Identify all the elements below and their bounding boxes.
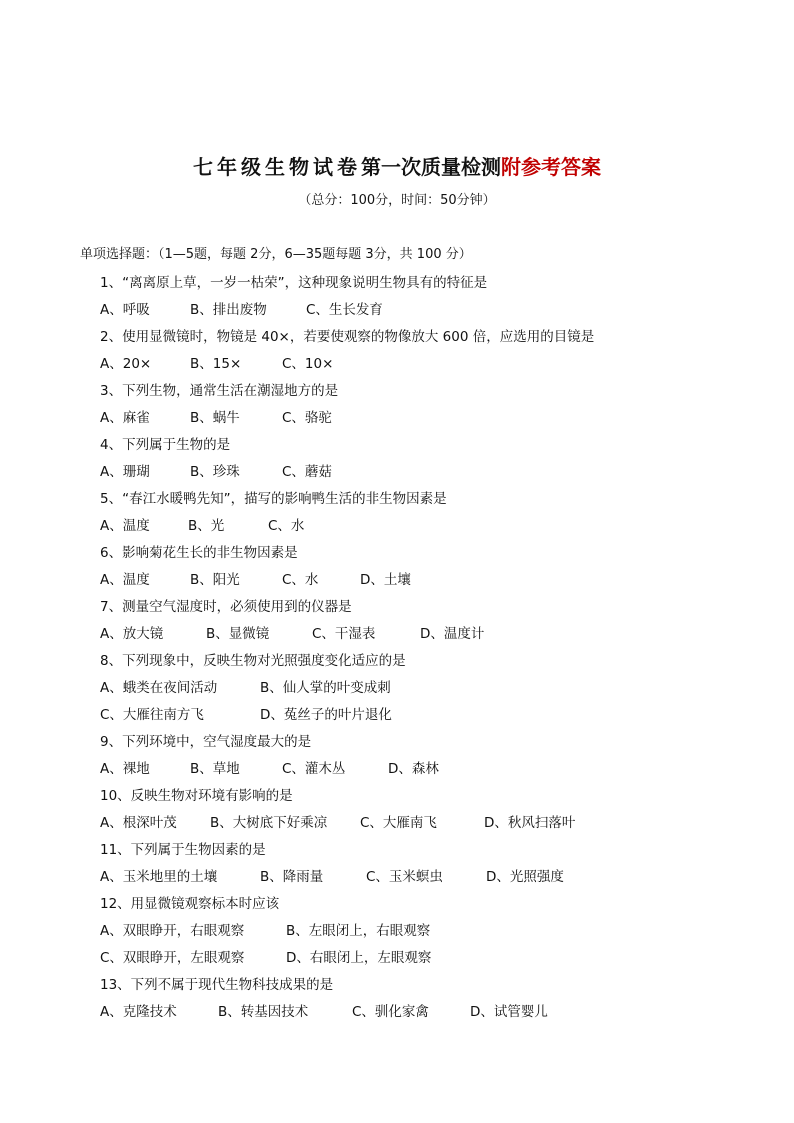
option: B、大树底下好乘凉 bbox=[210, 815, 328, 831]
option: A、玉米地里的土壤 bbox=[100, 869, 218, 885]
option: C、大雁南飞 bbox=[360, 815, 437, 831]
option: A、呼吸 bbox=[100, 302, 150, 318]
question-stem: 3、下列生物，通常生活在潮湿地方的是 bbox=[100, 383, 339, 399]
option: D、温度计 bbox=[420, 626, 485, 642]
question-stem: 9、下列环境中，空气湿度最大的是 bbox=[100, 734, 312, 750]
option-row bbox=[0, 949, 794, 976]
option: A、双眼睁开，右眼观察 bbox=[100, 923, 245, 939]
question-stem: 11、下列属于生物因素的是 bbox=[100, 842, 266, 858]
option: B、光 bbox=[188, 518, 225, 534]
question-stem: 13、下列不属于现代生物科技成果的是 bbox=[100, 977, 334, 993]
option: D、秋风扫落叶 bbox=[484, 815, 576, 831]
option-row bbox=[0, 679, 794, 706]
option-row bbox=[0, 571, 794, 598]
option: A、珊瑚 bbox=[100, 464, 150, 480]
question-stem: 5、“春江水暖鸭先知”，描写的影响鸭生活的非生物因素是 bbox=[100, 491, 447, 507]
option-row bbox=[0, 814, 794, 841]
option-row bbox=[0, 463, 794, 490]
option: A、放大镜 bbox=[100, 626, 164, 642]
option: C、双眼睁开，左眼观察 bbox=[100, 950, 245, 966]
option: B、转基因技术 bbox=[218, 1004, 309, 1020]
option: A、麻雀 bbox=[100, 410, 150, 426]
option: B、15× bbox=[190, 356, 242, 372]
option: C、水 bbox=[282, 572, 319, 588]
option: A、根深叶茂 bbox=[100, 815, 177, 831]
option-row bbox=[0, 355, 794, 382]
option: A、蛾类在夜间活动 bbox=[100, 680, 218, 696]
option: D、试管婴儿 bbox=[470, 1004, 548, 1020]
option: C、玉米螟虫 bbox=[366, 869, 443, 885]
option-row bbox=[0, 517, 794, 544]
question-stem: 6、影响菊花生长的非生物因素是 bbox=[100, 545, 298, 561]
option: B、显微镜 bbox=[206, 626, 270, 642]
option: B、仙人掌的叶变成刺 bbox=[260, 680, 391, 696]
option: C、驯化家禽 bbox=[352, 1004, 429, 1020]
option: B、阳光 bbox=[190, 572, 240, 588]
page-title bbox=[0, 154, 794, 180]
question-stem: 10、反映生物对环境有影响的是 bbox=[100, 788, 293, 804]
title-main: 七年级生物试卷 bbox=[193, 155, 361, 179]
option: B、降雨量 bbox=[260, 869, 324, 885]
question bbox=[0, 841, 794, 895]
option: C、干湿表 bbox=[312, 626, 376, 642]
option: C、骆驼 bbox=[282, 410, 332, 426]
question bbox=[0, 652, 794, 733]
option: A、裸地 bbox=[100, 761, 150, 777]
option: B、草地 bbox=[190, 761, 240, 777]
option: C、10× bbox=[282, 356, 334, 372]
question bbox=[0, 382, 794, 436]
question-stem: 4、下列属于生物的是 bbox=[100, 437, 231, 453]
option: B、左眼闭上，右眼观察 bbox=[286, 923, 431, 939]
question-list bbox=[0, 274, 794, 1030]
option-row bbox=[0, 868, 794, 895]
option: A、克隆技术 bbox=[100, 1004, 177, 1020]
option-row bbox=[0, 760, 794, 787]
question bbox=[0, 787, 794, 841]
question-stem: 1、“离离原上草，一岁一枯荣”，这种现象说明生物具有的特征是 bbox=[100, 275, 488, 291]
question-stem: 8、下列现象中，反映生物对光照强度变化适应的是 bbox=[100, 653, 406, 669]
question bbox=[0, 328, 794, 382]
question bbox=[0, 274, 794, 328]
question bbox=[0, 544, 794, 598]
option-row bbox=[0, 625, 794, 652]
option: C、灌木丛 bbox=[282, 761, 346, 777]
option: D、土壤 bbox=[360, 572, 411, 588]
question bbox=[0, 490, 794, 544]
question bbox=[0, 436, 794, 490]
option: C、水 bbox=[268, 518, 305, 534]
option: B、珍珠 bbox=[190, 464, 240, 480]
question-stem: 2、使用显微镜时，物镜是 40×，若要使观察的物像放大 600 倍，应选用的目镜是 bbox=[100, 329, 595, 345]
title-answer-note: 附参考答案 bbox=[501, 155, 601, 179]
question-stem: 12、用显微镜观察标本时应该 bbox=[100, 896, 280, 912]
option: A、温度 bbox=[100, 572, 150, 588]
question-stem: 7、测量空气湿度时，必须使用到的仪器是 bbox=[100, 599, 352, 615]
question bbox=[0, 598, 794, 652]
option-row bbox=[0, 706, 794, 733]
section-heading: 单项选择题：（1—5题，每题 2分，6—35题每题 3分，共 100 分） bbox=[80, 247, 472, 262]
option-row bbox=[0, 301, 794, 328]
question bbox=[0, 976, 794, 1030]
option: A、20× bbox=[100, 356, 152, 372]
option-row bbox=[0, 1003, 794, 1030]
option: A、温度 bbox=[100, 518, 150, 534]
option-row bbox=[0, 922, 794, 949]
question bbox=[0, 895, 794, 976]
option: C、蘑菇 bbox=[282, 464, 332, 480]
question bbox=[0, 733, 794, 787]
option: D、森林 bbox=[388, 761, 439, 777]
title-mid: 第一次质量检测 bbox=[361, 155, 501, 179]
option: B、排出废物 bbox=[190, 302, 267, 318]
exam-info: （总分：100分，时间：50分钟） bbox=[298, 193, 496, 208]
option: C、生长发育 bbox=[306, 302, 383, 318]
option: D、右眼闭上，左眼观察 bbox=[286, 950, 432, 966]
option: D、光照强度 bbox=[486, 869, 564, 885]
option: C、大雁往南方飞 bbox=[100, 707, 204, 723]
option: B、蜗牛 bbox=[190, 410, 240, 426]
option-row bbox=[0, 409, 794, 436]
option: D、菟丝子的叶片退化 bbox=[260, 707, 392, 723]
